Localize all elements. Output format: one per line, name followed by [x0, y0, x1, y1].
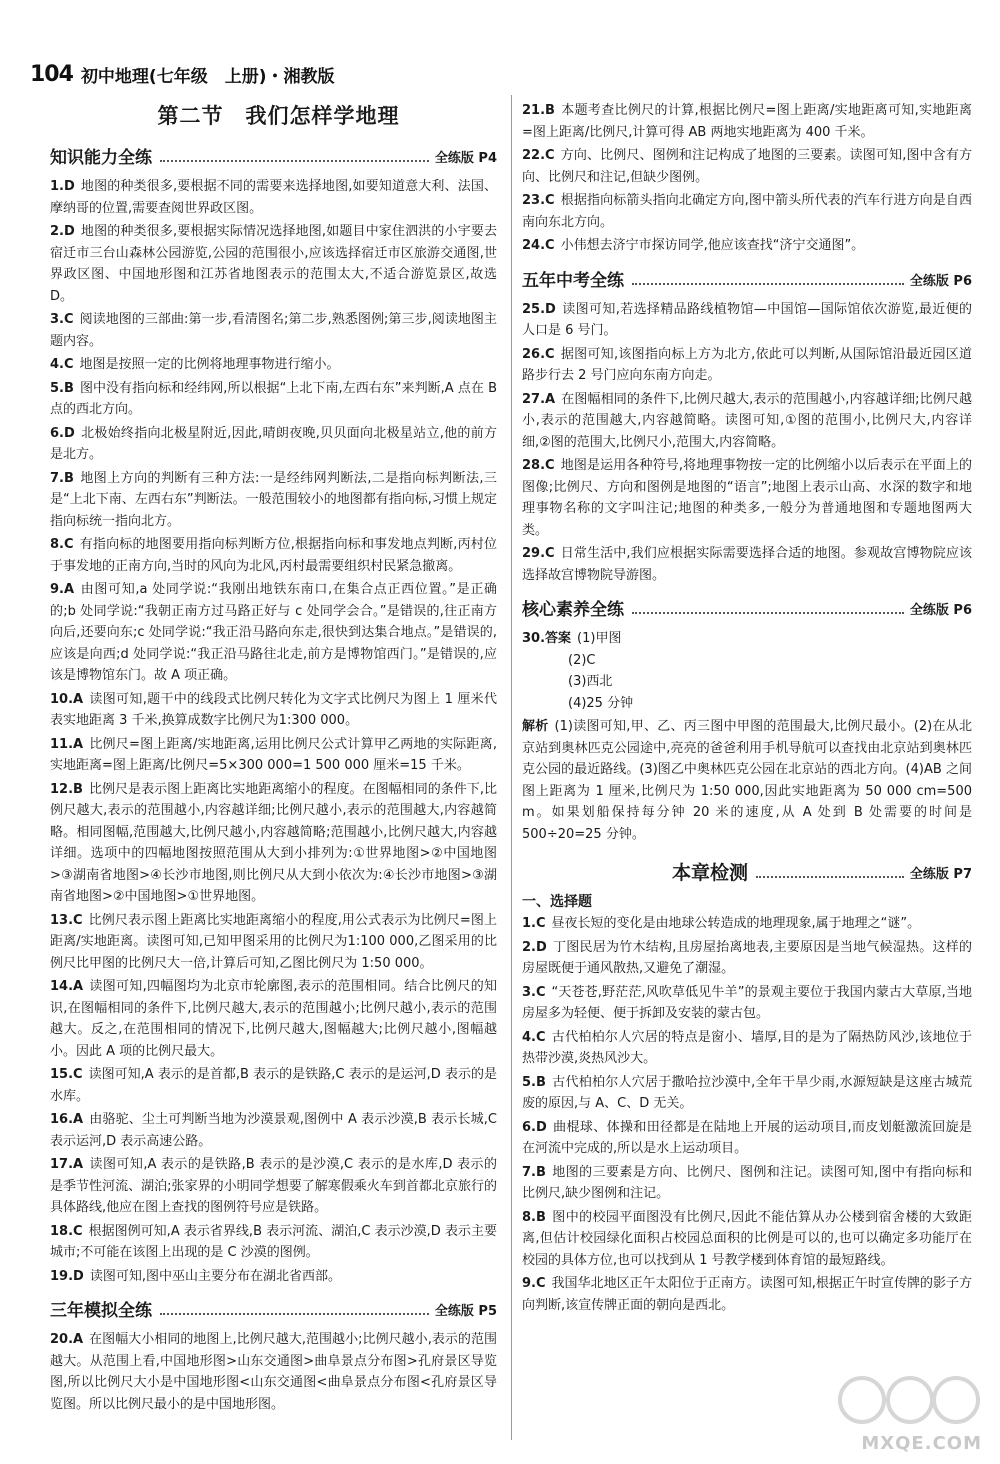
- answer-item: [50, 309, 497, 352]
- watermark-icon: [832, 1370, 982, 1434]
- answer-item: [522, 235, 972, 257]
- item-number: 1.C: [522, 916, 546, 931]
- item-number: 7.B: [522, 1164, 546, 1180]
- item-text: 地图的种类很多,要根据不同的需要来选择地图,如要知道意大利、法国、摩纳哥的位置,需要查阅世界政区图。: [50, 179, 497, 216]
- item-number: 8.B: [522, 1209, 546, 1225]
- explanation-label: 解析: [522, 719, 549, 734]
- item-number: 28.C: [522, 458, 555, 473]
- answer-item: [522, 455, 972, 541]
- answer-item: [522, 190, 972, 233]
- item-number: 11.A: [50, 736, 84, 752]
- item-text: 古代柏柏尔人穴居于撒哈拉沙漠中,全年干旱少雨,水源短缺是这座古城荒废的原因,与 A、C、D 无关。: [522, 1074, 972, 1111]
- answer-item: [50, 689, 497, 732]
- item-text: 日常生活中,我们应根据实际需要选择合适的地图。参观故宫博物院应该选择故宫博物院导游图。: [522, 546, 972, 583]
- section-ref: 全练版 P6: [909, 603, 972, 618]
- answer-item: [522, 299, 972, 342]
- item-number: 20.A: [50, 1332, 84, 1347]
- item-text: 据图可知,该图指向标上方为北方,依此可以判断,从国际馆沿最近园区道路步行去 2 号门应向东南方向走。: [522, 346, 972, 383]
- item-number: 8.C: [50, 537, 74, 552]
- item-text: 在图幅大小相同的地图上,比例尺越大,范围越小;比例尺越小,表示的范围越大。从范围上看,中国地形图>山东交通图>曲阜景点分布图>孔府景区导览图,所以比例尺大小是中国地形图<山东交通图<曲阜景点分布图<孔府景区导览图。所以比例尺最小的是中国地形图。: [50, 1332, 497, 1412]
- item-number: 10.A: [50, 691, 84, 707]
- item-text: 图中没有指向标和经纬网,所以根据“上北下南,左西右东”来判断,A 点在 B 点的西北方向。: [50, 380, 497, 417]
- section-header-wunian: [522, 263, 972, 291]
- section-ref: 全练版 P6: [909, 273, 972, 289]
- item-text: 比例尺是表示图上距离比实地距离缩小的程度。在图幅相同的条件下,比例尺越大,表示的范围越小,内容越详细;比例尺越小,表示的范围越大,内容越简略。相同图幅,范围越大,比例尺越小,内容越简略;范围越小,比例尺越大,内容越详细。选项中的四幅地图按照范围从大到小排列为:①世界地图>②中国地图>③湖南省地图>④长沙市地图,则比例尺从大到小依次为:④长沙市地图>③湖南省地图>②中国地图>①世界地图。: [50, 781, 497, 904]
- answer-item: [50, 354, 497, 376]
- item-text: 地图上方向的判断有三种方法:一是经纬网判断法,二是指向标判断法,三是“上北下南、左西右东”判断法。一般范围较小的地图都有指向标,习惯上规定指向标统一指向北方。: [50, 470, 497, 529]
- item-text: 读图可知,若选择精品路线植物馆—中国馆—国际馆依次游览,最近便的人口是 6 号门。: [522, 301, 972, 338]
- item-text: 读图可知,A 表示的是铁路,B 表示的是沙漠,C 表示的是水库,D 表示的是季节性河流、湖泊;张家界的小明同学想要了解寒假乘火车到首都北京旅行的具体路线,他应在图上查找的图例符号应是铁路。: [50, 1157, 497, 1215]
- page-number: 104: [30, 61, 73, 87]
- item-number: 3.C: [50, 312, 74, 327]
- item-text: 读图可知,图中巫山主要分布在湖北省西部。: [89, 1268, 341, 1284]
- answer-item: [522, 913, 972, 935]
- item-number: 21.B: [522, 103, 555, 118]
- dotted-leader: [632, 612, 904, 614]
- section-name: 核心素养全练: [522, 600, 624, 620]
- item-number: 16.A: [50, 1112, 84, 1127]
- item-number: 9.A: [50, 582, 75, 597]
- answer-item-30: [522, 628, 972, 714]
- section-header-hexin: [522, 592, 972, 620]
- section-header-zhishi: [50, 140, 497, 168]
- dotted-leader: [160, 160, 429, 162]
- answer-item: [522, 1117, 972, 1160]
- dotted-leader: [160, 1313, 429, 1315]
- item-text: 比例尺表示图上距离比实地距离缩小的程度,用公式表示为比例尺=图上距离/实地距离。读图可知,已知甲图采用的比例尺为1:100 000,乙图采用的比例尺比甲图的比例尺大一倍,计算后可知,乙图比例尺为 1:50 000。: [50, 912, 497, 971]
- right-column: [522, 100, 972, 1318]
- answer-item: [522, 1273, 972, 1316]
- answer-list-sannian: [50, 1329, 497, 1415]
- item-text: 地图的种类很多,要根据实际情况选择地图,如题目中家住泗洪的小宇要去宿迁市三台山森林公园游览,公园的范围很小,应该选择宿迁市区旅游交通图,世界政区图、中国地形图和江苏省地图表示的范围太大,不适合游览景区,故选 D。: [50, 224, 497, 304]
- dotted-leader: [756, 876, 904, 878]
- answer-item: [50, 534, 497, 577]
- item-text: 在图幅相同的条件下,比例尺越大,表示的范围越小,内容越详细;比例尺越小,表示的范围越大,内容越简略。读图可知,①图的范围小,比例尺大,内容详细,②图的范围大,比例尺小,范围大,内容简略。: [522, 391, 972, 450]
- item-text: 根据图例可知,A 表示省界线,B 表示河流、湖泊,C 表示沙漠,D 表示主要城市;不可能在该图上出现的是 C 沙漠的图例。: [50, 1223, 497, 1260]
- section-name: 知识能力全练: [50, 148, 152, 168]
- item-text: 地图是运用各种符号,将地理事物按一定的比例缩小以后表示在平面上的图像;比例尺、方向和图例是地图的“语言”;地图上表示山高、水深的数字和地理事物名称的文字叫注记;地图的种类多,一般分为普通地图和专题地图两大类。: [522, 458, 972, 538]
- sub-answer: (2)C: [568, 652, 596, 668]
- item-number: 12.B: [50, 781, 83, 797]
- item-text: 曲棍球、体操和田径都是在陆地上开展的运动项目,而皮划艇激流回旋是在河流中完成的,所以是水上运动项目。: [522, 1119, 972, 1156]
- item-text: 有指向标的地图要用指向标判断方位,根据指向标和事发地点判断,丙村位于事发地的正南方向,当时的风向为北风,丙村最需要组织村民紧急撤离。: [50, 537, 497, 574]
- answer-item: [50, 910, 497, 975]
- answer-item: [522, 389, 972, 454]
- item-number: 3.C: [522, 984, 546, 1000]
- explanation-text: (1)读图可知,甲、乙、丙三图中甲图的范围最大,比例尺最小。(2)在从北京站到奥林匹克公园途中,亮亮的爸爸利用手机导航可以查找由北京站到奥林匹克公园的最近路线。(3)图乙中奥林匹克公园在北京站的西北方向。(4)AB 之间图上距离为 1 厘米,比例尺为 1:50 000,因此实地距离为 50 000 cm=500 m。如果划船保持每分钟 20 米的速度,从 A 处到 B 处需要的时间是 500÷20=25 分钟。: [522, 719, 972, 842]
- answer-item: [522, 1162, 972, 1205]
- item-text: 读图可知,A 表示的是首都,B 表示的是铁路,C 表示的是运河,D 表示的是水库。: [50, 1067, 497, 1104]
- answer-list-benzhang: [522, 913, 972, 1316]
- item-number: 30.答案: [522, 631, 572, 646]
- left-column: [50, 100, 497, 1417]
- answer-item: [50, 1329, 497, 1415]
- item-number: 23.C: [522, 193, 555, 208]
- answer-item: [50, 1154, 497, 1219]
- item-number: 4.C: [50, 357, 74, 372]
- item-text: 古代柏柏尔人穴居的特点是窗小、墙厚,目的是为了隔热防风沙,该地位于热带沙漠,炎热风沙大。: [522, 1029, 972, 1066]
- item-number: 9.C: [522, 1276, 546, 1291]
- item-number: 25.D: [522, 301, 556, 317]
- answer-item: [522, 937, 972, 980]
- item-number: 19.D: [50, 1268, 84, 1284]
- answer-item: [50, 468, 497, 533]
- item-number: 29.C: [522, 546, 555, 561]
- item-text: 北极始终指向北极星附近,因此,晴朗夜晚,贝贝面向北极星站立,他的前方是北方。: [50, 425, 497, 462]
- item-text: 丁图民居为竹木结构,且房屋抬离地表,主要原因是当地气候湿热。这样的房屋既便于通风散热,又避免了潮湿。: [522, 939, 972, 976]
- book-title: 初中地理(七年级 上册)・湘教版: [80, 66, 335, 87]
- answer-item: [50, 1109, 497, 1152]
- item-number: 4.C: [522, 1029, 546, 1045]
- dotted-leader: [632, 283, 904, 285]
- item-number: 24.C: [522, 238, 555, 253]
- section-ref: 全练版 P7: [909, 867, 972, 882]
- answer-item: [50, 176, 497, 219]
- item-number: 1.D: [50, 179, 75, 194]
- answer-item: [50, 1064, 497, 1107]
- answer-item: [522, 100, 972, 143]
- answer-item: [50, 1266, 497, 1288]
- section-name: 三年模拟全练: [50, 1301, 152, 1321]
- item-text: 比例尺=图上距离/实地距离,运用比例尺公式计算甲乙两地的实际距离,实地距离=图上距离/比例尺=5×300 000=1 500 000 厘米=15 千米。: [50, 736, 497, 773]
- item-number: 14.A: [50, 979, 84, 994]
- item-number: 2.D: [50, 224, 75, 239]
- section-name: 本章检测: [672, 862, 749, 884]
- answer-item: [522, 543, 972, 586]
- sub-answer: (4)25 分钟: [568, 695, 634, 711]
- running-header: [30, 60, 334, 88]
- item-text: 阅读地图的三部曲:第一步,看清图名;第二步,熟悉图例;第三步,阅读地图主题内容。: [50, 312, 497, 349]
- answer-list-zhishi: [50, 176, 497, 1287]
- section-title: 第二节 我们怎样学地理: [157, 104, 400, 128]
- watermark-text: MXQE.COM: [861, 1433, 982, 1454]
- answer-item: [50, 1221, 497, 1264]
- item-text: 由图可知,a 处同学说:“我刚出地铁东南口,在集合点正西位置。”是正确的;b 处同学说:“我朝正南方过马路正好与 c 处同学会合。”是错误的,往正南方向后,还要向东;c 处同学说:“我正沿马路向东走,很快到达集合地点。”是错误的,应该是向西;d 处同学说:“我正沿马路往北走,前方是博物馆西门。”是错误的,应该是博物馆东门。故 A 项正确。: [50, 582, 497, 683]
- item-text: 小伟想去济宁市探访同学,他应该查找“济宁交通图”。: [560, 238, 865, 253]
- item-text: 地图的三要素是方向、比例尺、图例和注记。读图可知,图中有指向标和比例尺,缺少图例和注记。: [522, 1164, 972, 1201]
- answer-item: [522, 1027, 972, 1070]
- item-text: 根据指向标箭头指向北确定方向,图中箭头所代表的汽车行进方向是自西南向东北方向。: [522, 193, 972, 230]
- section-header-sannian: [50, 1293, 497, 1321]
- item-number: 26.C: [522, 346, 555, 362]
- item-number: 22.C: [522, 148, 555, 163]
- item-number: 7.B: [50, 470, 74, 486]
- item-number: 5.B: [522, 1074, 546, 1090]
- answer-item: [522, 982, 972, 1025]
- answer-item: [50, 779, 497, 908]
- section-ref: 全练版 P5: [434, 1304, 497, 1319]
- item-number: 6.D: [522, 1119, 547, 1135]
- section-name: 五年中考全练: [522, 270, 624, 291]
- answer-item: [50, 378, 497, 421]
- item-text: 读图可知,四幅图均为北京市轮廓图,表示的范围相同。结合比例尺的知识,在图幅相同的条件下,比例尺越大,表示的范围越小;比例尺越小,表示的范围越大。反之,在范围相同的情况下,比例尺越大,图幅越大;比例尺越小,图幅越小。因此 A 项的比例尺最大。: [50, 979, 497, 1059]
- sub-answer: (1)甲图: [577, 631, 622, 646]
- section-header-benzhang: [522, 855, 972, 885]
- section-ref: 全练版 P4: [434, 151, 497, 166]
- item-text: 本题考查比例尺的计算,根据比例尺=图上距离/实地距离可知,实地距离=图上距离/比例尺,计算可得 AB 两地实地距离为 400 千米。: [522, 103, 972, 140]
- sub-answer: (3)西北: [568, 674, 613, 689]
- item-text: 昼夜长短的变化是由地球公转造成的地理现象,属于地理之“谜”。: [551, 916, 921, 931]
- subsection-heading: 一、选择题: [522, 894, 592, 910]
- answer-item: [522, 1072, 972, 1115]
- item-text: 由骆驼、尘土可判断当地为沙漠景观,图例中 A 表示沙漠,B 表示长城,C 表示运河,D 表示高速公路。: [50, 1112, 497, 1149]
- item-text: 方向、比例尺、图例和注记构成了地图的三要素。读图可知,图中含有方向、比例尺和注记,但缺少图例。: [522, 148, 972, 185]
- answer-item: [50, 734, 497, 777]
- watermark-logo: [861, 1433, 982, 1454]
- item-text: “天苍苍,野茫茫,风吹草低见牛羊”的景观主要位于我国内蒙古大草原,当地房屋多为轻便、便于拆卸及安装的蒙古包。: [522, 984, 972, 1021]
- item-number: 5.B: [50, 380, 74, 396]
- answer-item: [522, 344, 972, 387]
- answer-item: [50, 579, 497, 687]
- item-text: 图中的校园平面图没有比例尺,因此不能估算从办公楼到宿舍楼的大致距离,但估计校园绿化面积占校园总面积的比例是可以的,也可以确定多功能厅在校园的具体方位,也可以找到从 1 号教学楼到体育馆的最短路线。: [522, 1209, 972, 1268]
- item-text: 地图是按照一定的比例将地理事物进行缩小。: [79, 357, 340, 372]
- answer-list-sannian-cont: [522, 100, 972, 257]
- answer-list-wunian: [522, 299, 972, 587]
- item-number: 18.C: [50, 1223, 83, 1239]
- item-number: 27.A: [522, 391, 556, 407]
- answer-item: [50, 221, 497, 307]
- answer-item: [522, 145, 972, 188]
- answer-item: [50, 976, 497, 1062]
- item-number: 15.C: [50, 1067, 83, 1082]
- item-number: 17.A: [50, 1157, 84, 1172]
- item-number: 13.C: [50, 912, 83, 928]
- column-divider: [511, 95, 512, 1440]
- item-number: 6.D: [50, 425, 75, 441]
- item-text: 读图可知,题干中的线段式比例尺转化为文字式比例尺为图上 1 厘米代表实地距离 3 千米,换算成数字比例尺为1:300 000。: [50, 691, 497, 728]
- answer-item: [522, 1207, 972, 1272]
- answer-item: [50, 423, 497, 466]
- explanation: [522, 716, 972, 845]
- item-number: 2.D: [522, 939, 547, 955]
- item-text: 我国华北地区正午太阳位于正南方。读图可知,根据正午时宣传牌的影子方向判断,该宣传牌正面的朝向是西北。: [522, 1276, 972, 1313]
